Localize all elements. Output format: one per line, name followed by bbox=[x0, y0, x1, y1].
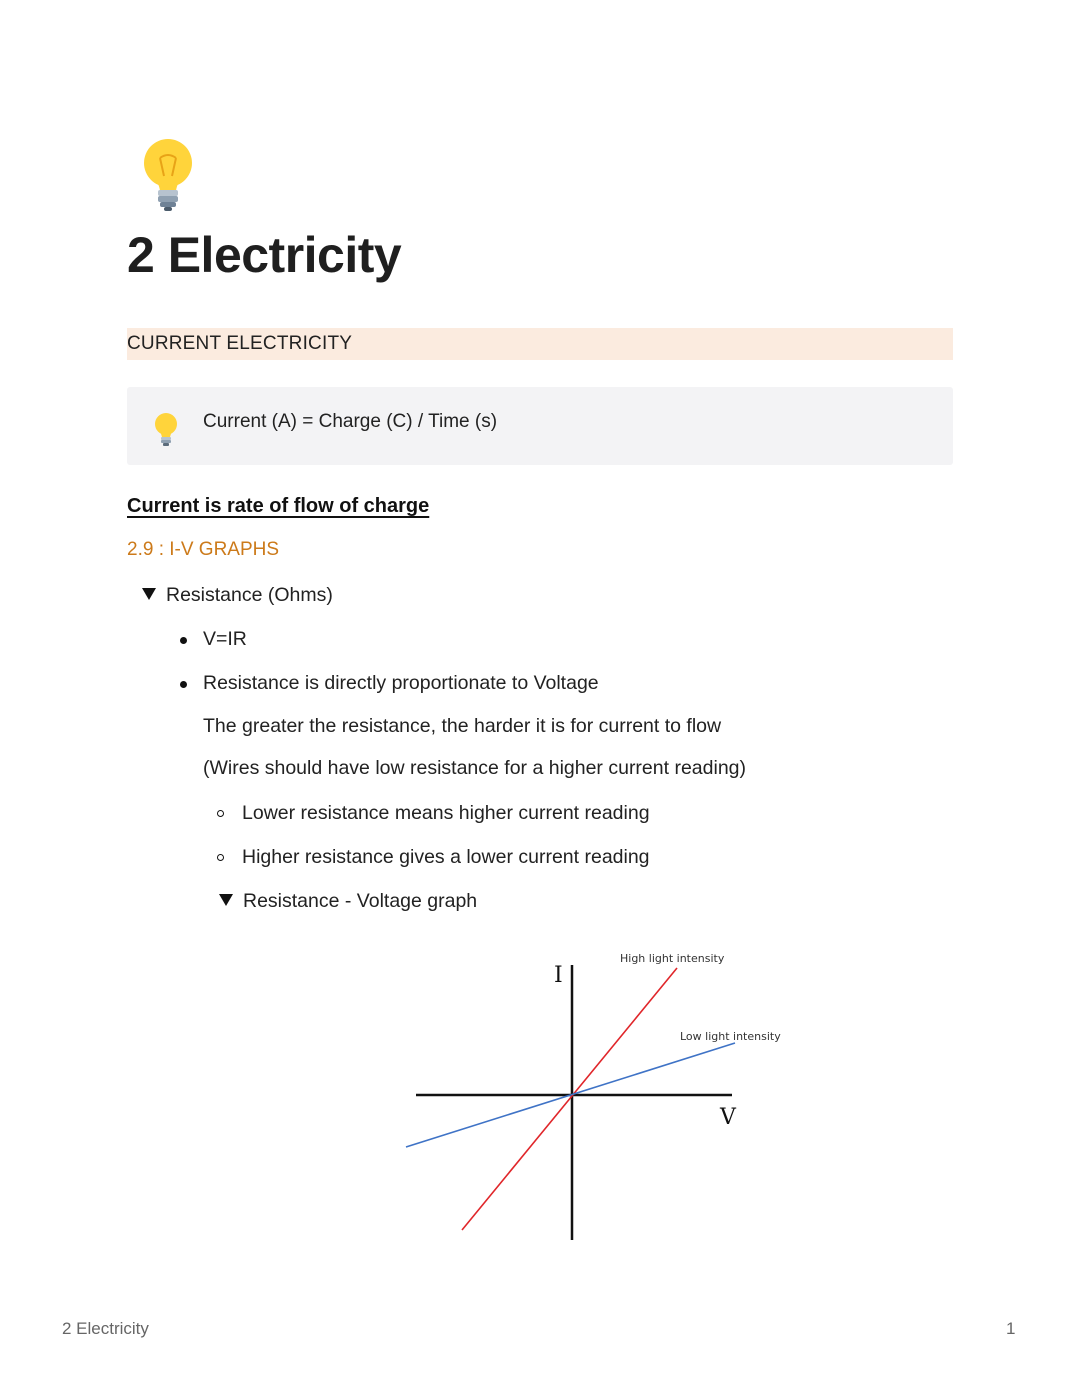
toggle-triangle-icon[interactable] bbox=[219, 894, 233, 906]
section-label: CURRENT ELECTRICITY bbox=[127, 333, 353, 354]
sub-list-item: Higher resistance gives a lower current reading bbox=[242, 846, 650, 868]
bullet-ring-icon bbox=[217, 854, 224, 861]
bullet-ring-icon bbox=[217, 810, 224, 817]
bold-heading: Current is rate of flow of charge bbox=[127, 495, 430, 517]
callout-text: Current (A) = Charge (C) / Time (s) bbox=[203, 411, 498, 432]
light-bulb-icon bbox=[153, 412, 179, 448]
toggle-resistance-voltage-graph[interactable] bbox=[219, 890, 477, 913]
footer-doc-name: 2 Electricity bbox=[62, 1319, 149, 1338]
toggle-triangle-icon[interactable] bbox=[142, 588, 156, 600]
toggle-label: Resistance (Ohms) bbox=[166, 584, 333, 606]
subheading: 2.9 : I-V GRAPHS bbox=[127, 539, 280, 560]
toggle-resistance[interactable] bbox=[142, 584, 333, 607]
sub-list-item: Lower resistance means higher current reading bbox=[242, 802, 650, 824]
light-bulb-icon bbox=[140, 136, 196, 212]
low-intensity-label: Low light intensity bbox=[680, 1030, 781, 1043]
list-item: Resistance is directly proportionate to Voltage bbox=[203, 672, 599, 694]
high-intensity-label: High light intensity bbox=[620, 952, 725, 965]
iv-graph-image bbox=[400, 940, 790, 1245]
y-axis-label: I bbox=[554, 963, 563, 988]
bullet-dot-icon bbox=[180, 637, 187, 644]
callout-box bbox=[127, 387, 953, 465]
high-intensity-line bbox=[462, 968, 677, 1230]
bullet-dot-icon bbox=[180, 681, 187, 688]
x-axis-label: V bbox=[720, 1105, 736, 1130]
list-item-continuation: The greater the resistance, the harder it is for current to flow bbox=[203, 715, 722, 737]
page-title: 2 Electricity bbox=[127, 227, 402, 283]
footer-page-number: 1 bbox=[1006, 1319, 1016, 1338]
toggle-label: Resistance - Voltage graph bbox=[243, 890, 478, 912]
list-item: V=IR bbox=[203, 628, 247, 650]
section-banner bbox=[127, 328, 953, 360]
list-item-continuation: (Wires should have low resistance for a higher current reading) bbox=[203, 757, 747, 779]
